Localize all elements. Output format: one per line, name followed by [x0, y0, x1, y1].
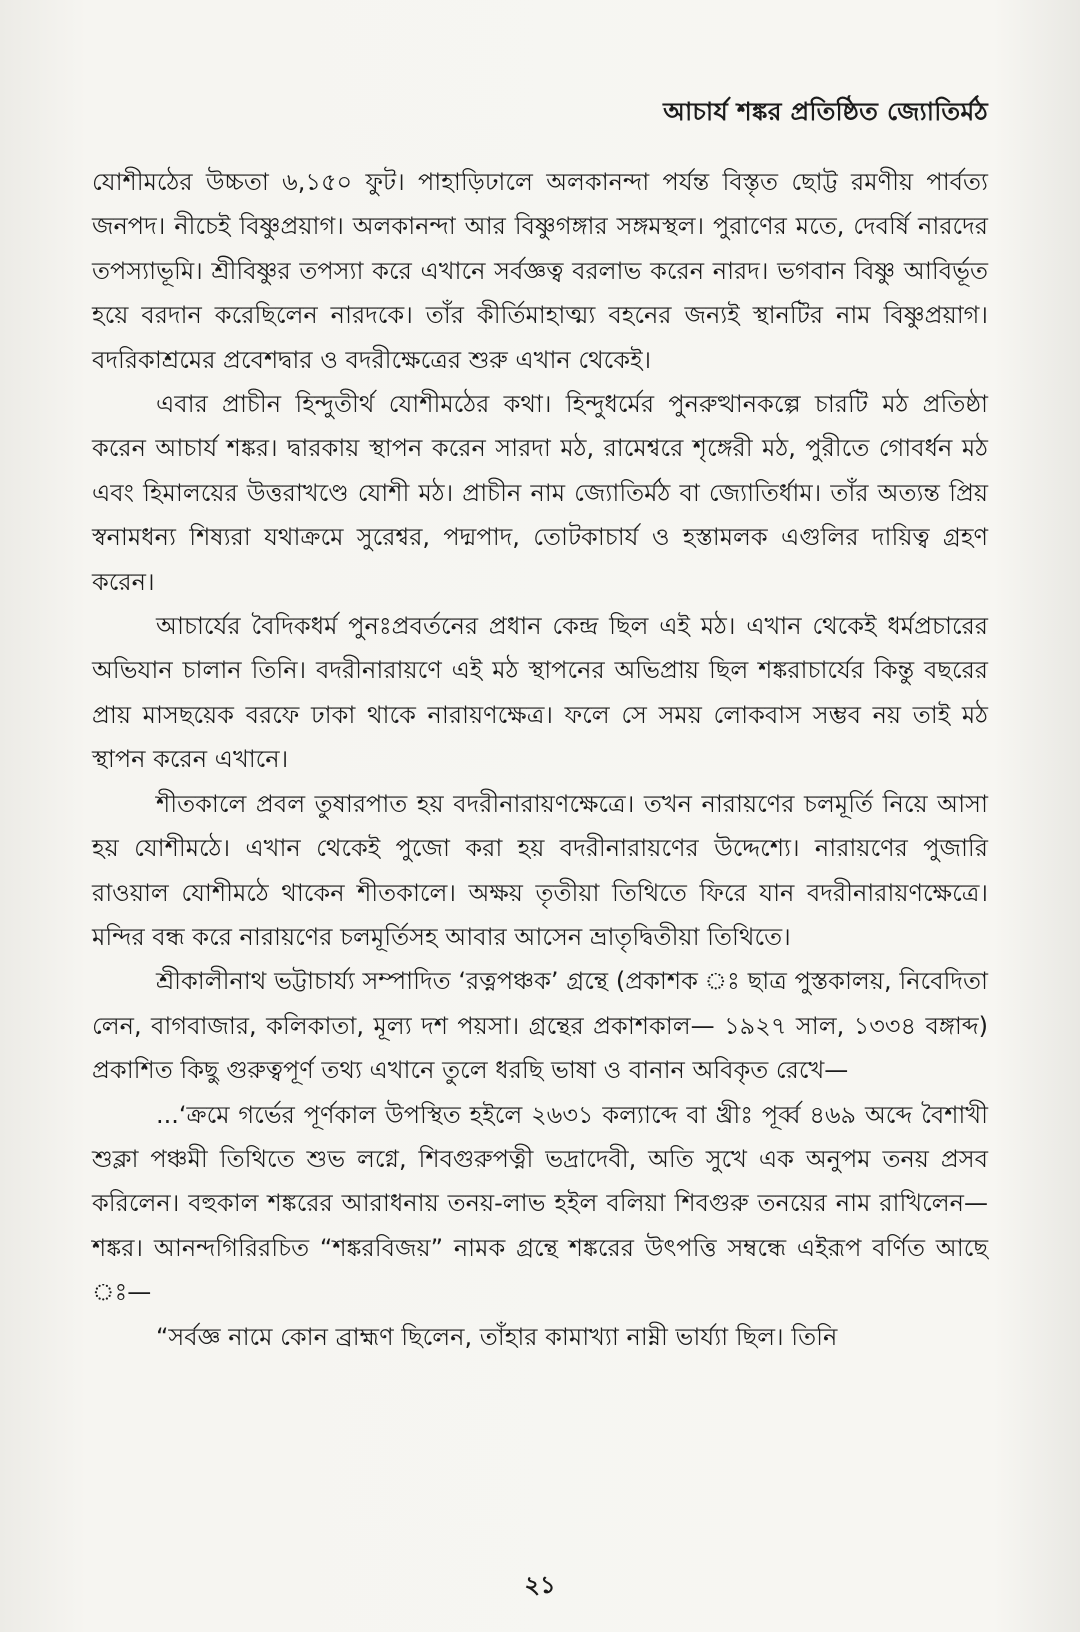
paragraph-1: যোশীমঠের উচ্চতা ৬,১৫০ ফুট। পাহাড়িঢালে অলকানন্দা পর্যন্ত বিস্তৃত ছোট্ট রমণীয় পার্বত্য জনপদ। নীচেই বিষ্ণুপ্রয়াগ। অলকানন্দা আর বিষ্ণুগঙ্গার সঙ্গমস্থল। পুরাণের মতে, দেবর্ষি নারদের তপস্যাভূমি। শ্রীবিষ্ণুর তপস্যা করে এখানে সর্বজ্ঞত্ব বরলাভ করেন নারদ। ভগবান বিষ্ণু আবির্ভূত হয়ে বরদান করেছিলেন নারদকে। তাঁর কীর্তিমাহাত্ম্য বহনের জন্যই স্থানটির নাম বিষ্ণুপ্রয়াগ। বদরিকাশ্রমের প্রবেশদ্বার ও বদরীক্ষেত্রের শুরু এখান থেকেই। [92, 168, 988, 374]
paragraph-3: আচার্যের বৈদিকধর্ম পুনঃপ্রবর্তনের প্রধান কেন্দ্র ছিল এই মঠ। এখান থেকেই ধর্মপ্রচারের অভিযান চালান তিনি। বদরীনারায়ণে এই মঠ স্থাপনের অভিপ্রায় ছিল শঙ্করাচার্যের কিন্তু বছরের প্রায় মাসছয়েক বরফে ঢাকা থাকে নারায়ণক্ষেত্র। ফলে সে সময় লোকবাস সম্ভব নয় তাই মঠ স্থাপন করেন এখানে। [92, 612, 988, 774]
paragraph-4: শীতকালে প্রবল তুষারপাত হয় বদরীনারায়ণক্ষেত্রে। তখন নারায়ণের চলমূর্তি নিয়ে আসা হয় যোশীমঠে। এখান থেকেই পুজো করা হয় বদরীনারায়ণের উদ্দেশ্যে। নারায়ণের পুজারি রাওয়াল যোশীমঠে থাকেন শীতকালে। অক্ষয় তৃতীয়া তিথিতে ফিরে যান বদরীনারায়ণক্ষেত্রে। মন্দির বন্ধ করে নারায়ণের চলমূর্তিসহ আবার আসেন ভ্রাতৃদ্বিতীয়া তিথিতে। [92, 789, 988, 951]
paragraph-2: এবার প্রাচীন হিন্দুতীর্থ যোশীমঠের কথা। হিন্দুধর্মের পুনরুত্থানকল্পে চারটি মঠ প্রতিষ্ঠা করেন আচার্য শঙ্কর। দ্বারকায় স্থাপন করেন সারদা মঠ, রামেশ্বরে শৃঙ্গেরী মঠ, পুরীতে গোবর্ধন মঠ এবং হিমালয়ের উত্তরাখণ্ডে যোশী মঠ। প্রাচীন নাম জ্যোতির্মঠ বা জ্যোতির্ধাম। তাঁর অত্যন্ত প্রিয় স্বনামধন্য শিষ্যরা যথাক্রমে সুরেশ্বর, পদ্মপাদ, তোটকাচার্য ও হস্তামলক এগুলির দায়িত্ব গ্রহণ করেন। [92, 390, 988, 596]
paragraph-5: শ্রীকালীনাথ ভট্টাচার্য্য সম্পাদিত ‘রত্নপঞ্চক’ গ্রন্থে (প্রকাশক ঃ ছাত্র পুস্তকালয়, নিবেদিতা লেন, বাগবাজার, কলিকাতা, মূল্য দশ পয়সা। গ্রন্থের প্রকাশকাল— ১৯২৭ সাল, ১৩৩৪ বঙ্গাব্দ) প্রকাশিত কিছু গুরুত্বপূর্ণ তথ্য এখানে তুলে ধরছি ভাষা ও বানান অবিকৃত রেখে— [92, 967, 988, 1085]
page-number: ২১ [524, 1571, 556, 1599]
quoted-paragraph-1: ...‘ক্রমে গর্ভের পূর্ণকাল উপস্থিত হইলে ২৬৩১ কল্যাব্দে বা খ্রীঃ পূর্ব্ব ৪৬৯ অব্দে বৈশাখী শুক্লা পঞ্চমী তিথিতে শুভ লগ্নে, শিবগুরুপত্নী ভদ্রাদেবী, অতি সুখে এক অনুপম তনয় প্রসব করিলেন। বহুকাল শঙ্করের আরাধনায় তনয়-লাভ হইল বলিয়া শিবগুরু তনয়ের নাম রাখিলেন—শঙ্কর। আনন্দগিরিরচিত “শঙ্করবিজয়” নামক গ্রন্থে শঙ্করের উৎপত্তি সম্বন্ধে এইরূপ বর্ণিত আছে ঃ— [92, 1100, 988, 1307]
quoted-paragraph-2: “সর্বজ্ঞ নামে কোন ব্রাহ্মণ ছিলেন, তাঁহার কামাখ্যা নাম্নী ভার্য্যা ছিল। তিনি [156, 1322, 838, 1351]
running-header: আচার্য শঙ্কর প্রতিষ্ঠিত জ্যোতির্মঠ [663, 97, 988, 126]
body-text [92, 160, 988, 1359]
